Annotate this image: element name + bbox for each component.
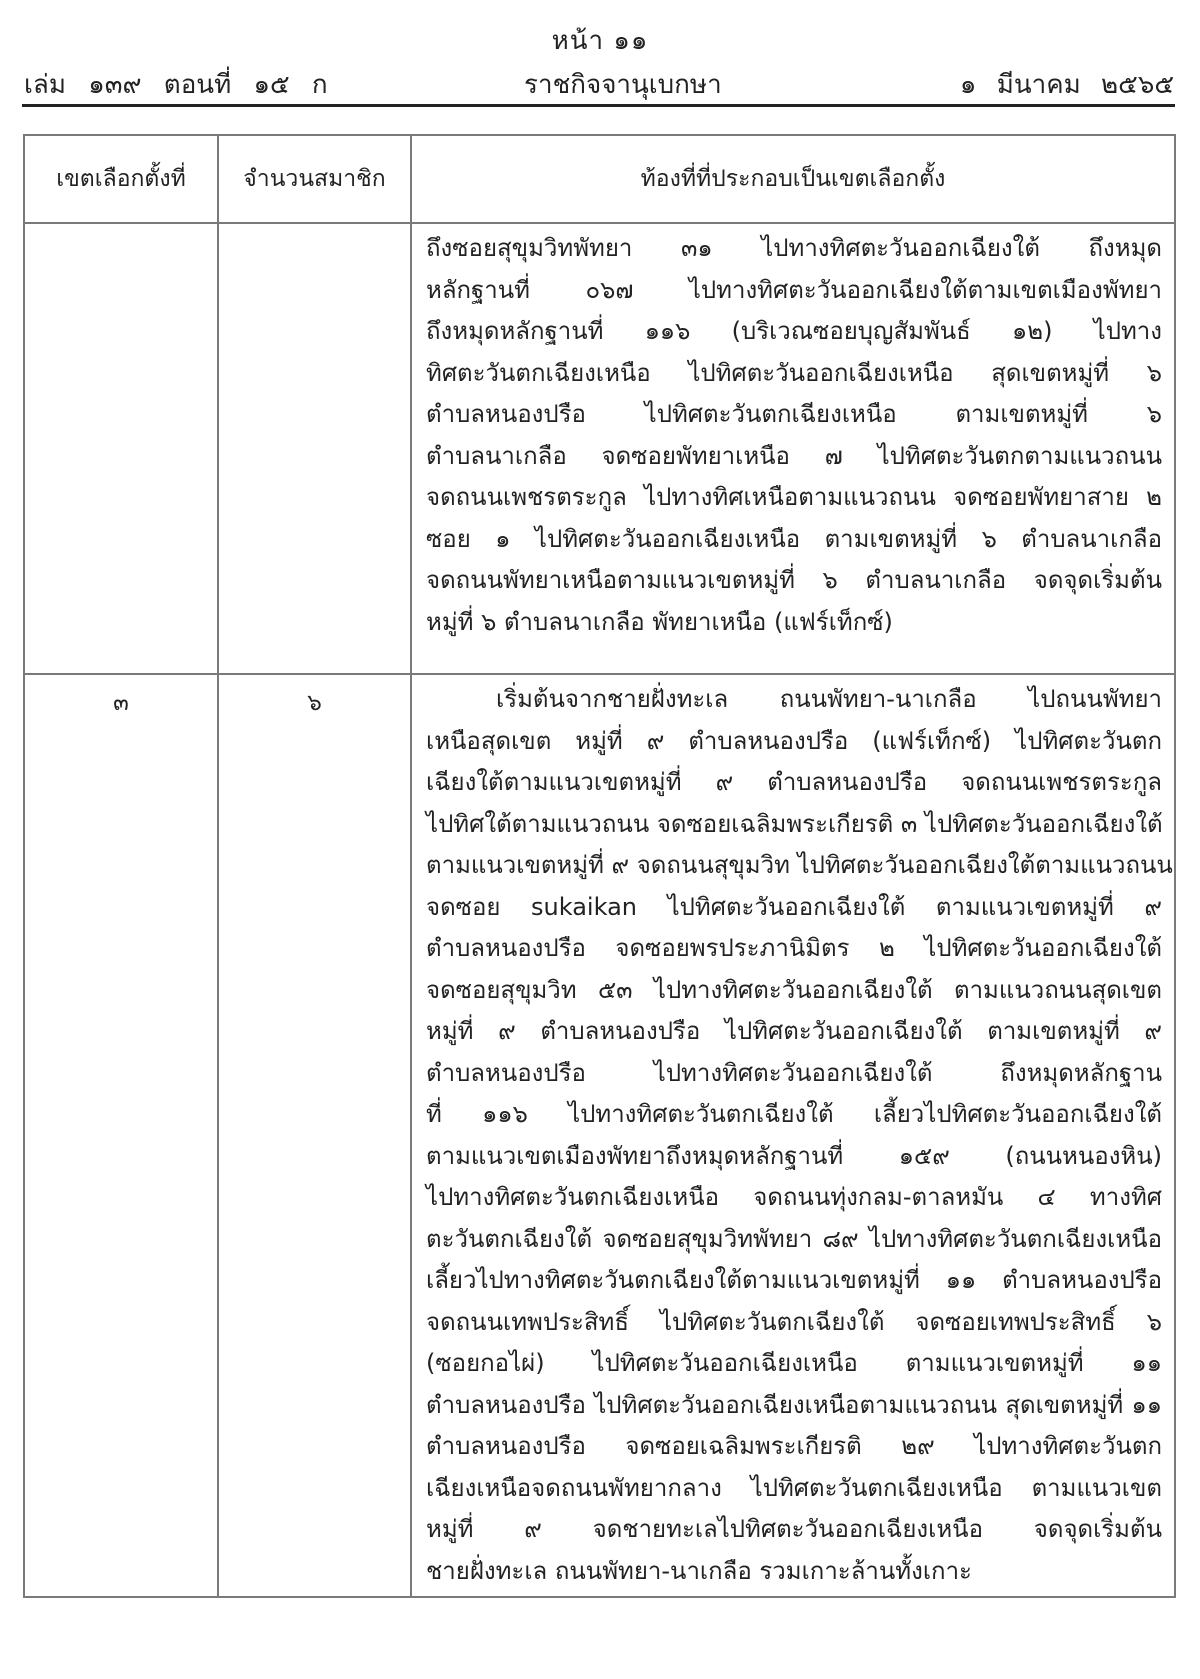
district-number-cell: ๓ <box>24 674 218 1597</box>
area-line: จดถนนเทพประสิทธิ์ ไปทิศตะวันตกเฉียงใต้ จดซอยเทพประสิทธิ์ ๖ <box>426 1307 1162 1336</box>
area-line: ตำบลหนองปรือ ไปทิศตะวันออกเฉียงเหนือตามแนวถนน สุดเขตหมู่ที่ ๑๑ <box>426 1390 1162 1419</box>
gazette-header <box>24 64 1174 104</box>
area-line: ซอย ๑ ไปทิศตะวันออกเฉียงเหนือ ตามเขตหมู่ที่ ๖ ตำบลนาเกลือ <box>426 524 1162 553</box>
area-line: (ซอยกอไผ่) ไปทิศตะวันออกเฉียงเหนือ ตามแนวเขตหมู่ที่ ๑๑ <box>426 1349 1162 1377</box>
table-row <box>24 223 1175 674</box>
header-area: ท้องที่ที่ประกอบเป็นเขตเลือกตั้ง <box>411 135 1175 223</box>
publication-date: ๑ มีนาคม ๒๕๖๕ <box>959 70 1174 100</box>
area-line: หมู่ที่ ๙ ตำบลหนองปรือ ไปทิศตะวันออกเฉียงใต้ ตามเขตหมู่ที่ ๙ <box>426 1017 1162 1045</box>
area-line: ตำบลหนองปรือ ไปทางทิศตะวันออกเฉียงใต้ ถึงหมุดหลักฐาน <box>426 1058 1162 1087</box>
area-line <box>426 679 1162 721</box>
area-line: ไปทางทิศตะวันตกเฉียงเหนือ จดถนนทุ่งกลม-ตาลหมัน ๔ ทางทิศ <box>426 1183 1162 1211</box>
area-line: ทิศตะวันตกเฉียงเหนือ ไปทิศตะวันออกเฉียงเหนือ สุดเขตหมู่ที่ ๖ <box>426 358 1162 387</box>
area-line: เฉียงเหนือจดถนนพัทยากลาง ไปทิศตะวันตกเฉียงเหนือ ตามแนวเขต <box>426 1473 1162 1502</box>
volume-issue: เล่ม ๑๓๙ ตอนที่ ๑๕ ก <box>24 70 328 100</box>
area-line: หมู่ที่ ๙ จดชายทะเลไปทิศตะวันออกเฉียงเหนือ จดจุดเริ่มต้น <box>426 1515 1162 1543</box>
area-line: หลักฐานที่ ๐๖๗ ไปทางทิศตะวันออกเฉียงใต้ตามเขตเมืองพัทยา <box>426 275 1162 304</box>
area-line: ตะวันตกเฉียงใต้ จดซอยสุขุมวิทพัทยา ๘๙ ไปทางทิศตะวันตกเฉียงเหนือ <box>426 1224 1162 1253</box>
area-line: เลี้ยวไปทางทิศตะวันตกเฉียงใต้ตามแนวเขตหมู่ที่ ๑๑ ตำบลหนองปรือ <box>426 1266 1162 1294</box>
area-description-cell <box>411 674 1175 1597</box>
member-count-cell <box>218 223 411 674</box>
area-line: ตามแนวเขตหมู่ที่ ๙ จดถนนสุขุมวิท ไปทิศตะวันออกเฉียงใต้ตามแนวถนน <box>426 851 1173 879</box>
area-line: เหนือสุดเขต หมู่ที่ ๙ ตำบลหนองปรือ (แฟร์เท็กซ์) ไปทิศตะวันตก <box>426 726 1162 755</box>
area-line: จดซอยสุขุมวิท ๕๓ ไปทางทิศตะวันออกเฉียงใต้ ตามแนวถนนสุดเขต <box>426 975 1162 1004</box>
area-line: ตำบลหนองปรือ จดซอยพรประภานิมิตร ๒ ไปทิศตะวันออกเฉียงใต้ <box>426 934 1162 962</box>
publication-title: ราชกิจจานุเบกษา <box>524 70 722 100</box>
area-line: ชายฝั่งทะเล ถนนพัทยา-นาเกลือ รวมเกาะล้านทั้งเกาะ <box>426 1556 972 1585</box>
area-line: เฉียงใต้ตามแนวเขตหมู่ที่ ๙ ตำบลหนองปรือ จดถนนเพชรตระกูล <box>426 768 1162 796</box>
area-line: ไปทิศใต้ตามแนวถนน จดซอยเฉลิมพระเกียรติ ๓ ไปทิศตะวันออกเฉียงใต้ <box>426 809 1163 838</box>
area-line: จดถนนพัทยาเหนือตามแนวเขตหมู่ที่ ๖ ตำบลนาเกลือ จดจุดเริ่มต้น <box>426 566 1162 594</box>
table-header-row <box>24 135 1175 223</box>
header-district-number: เขตเลือกตั้งที่ <box>24 135 218 223</box>
area-description-cell <box>411 223 1175 674</box>
page-number: หน้า ๑๑ <box>551 26 649 56</box>
district-number-cell <box>24 223 218 674</box>
area-line-text: เริ่มต้นจากชายฝั่งทะเล ถนนพัทยา-นาเกลือ ไปถนนพัทยา <box>496 685 1162 713</box>
header-member-count: จำนวนสมาชิก <box>218 135 411 223</box>
area-line: จดซอย sukaikan ไปทิศตะวันออกเฉียงใต้ ตามแนวเขตหมู่ที่ ๙ <box>426 892 1162 921</box>
area-line: ตำบลหนองปรือ ไปทิศตะวันตกเฉียงเหนือ ตามเขตหมู่ที่ ๖ <box>426 400 1162 428</box>
area-line: ตามแนวเขตเมืองพัทยาถึงหมุดหลักฐานที่ ๑๕๙ (ถนนหนองหิน) <box>426 1141 1162 1170</box>
member-count-cell: ๖ <box>218 674 411 1597</box>
area-line: ตำบลหนองปรือ จดซอยเฉลิมพระเกียรติ ๒๙ ไปทางทิศตะวันตก <box>426 1432 1162 1460</box>
area-line: ที่ ๑๑๖ ไปทางทิศตะวันตกเฉียงใต้ เลี้ยวไปทิศตะวันออกเฉียงใต้ <box>426 1100 1162 1128</box>
area-line: ตำบลนาเกลือ จดซอยพัทยาเหนือ ๗ ไปทิศตะวันตกตามแนวถนน <box>426 441 1162 470</box>
area-line: ถึงหมุดหลักฐานที่ ๑๑๖ (บริเวณซอยบุญสัมพันธ์ ๑๒) ไปทาง <box>426 317 1162 345</box>
area-line: จดถนนเพชรตระกูล ไปทางทิศเหนือตามแนวถนน จดซอยพัทยาสาย ๒ <box>426 483 1162 511</box>
area-line: ถึงซอยสุขุมวิทพัทยา ๓๑ ไปทางทิศตะวันออกเฉียงใต้ ถึงหมุด <box>426 234 1162 262</box>
area-line: หมู่ที่ ๖ ตำบลนาเกลือ พัทยาเหนือ (แฟร์เท็กซ์) <box>426 607 893 636</box>
header-divider <box>22 104 1175 107</box>
electoral-district-table <box>23 134 1176 1598</box>
table-row <box>24 674 1175 1597</box>
